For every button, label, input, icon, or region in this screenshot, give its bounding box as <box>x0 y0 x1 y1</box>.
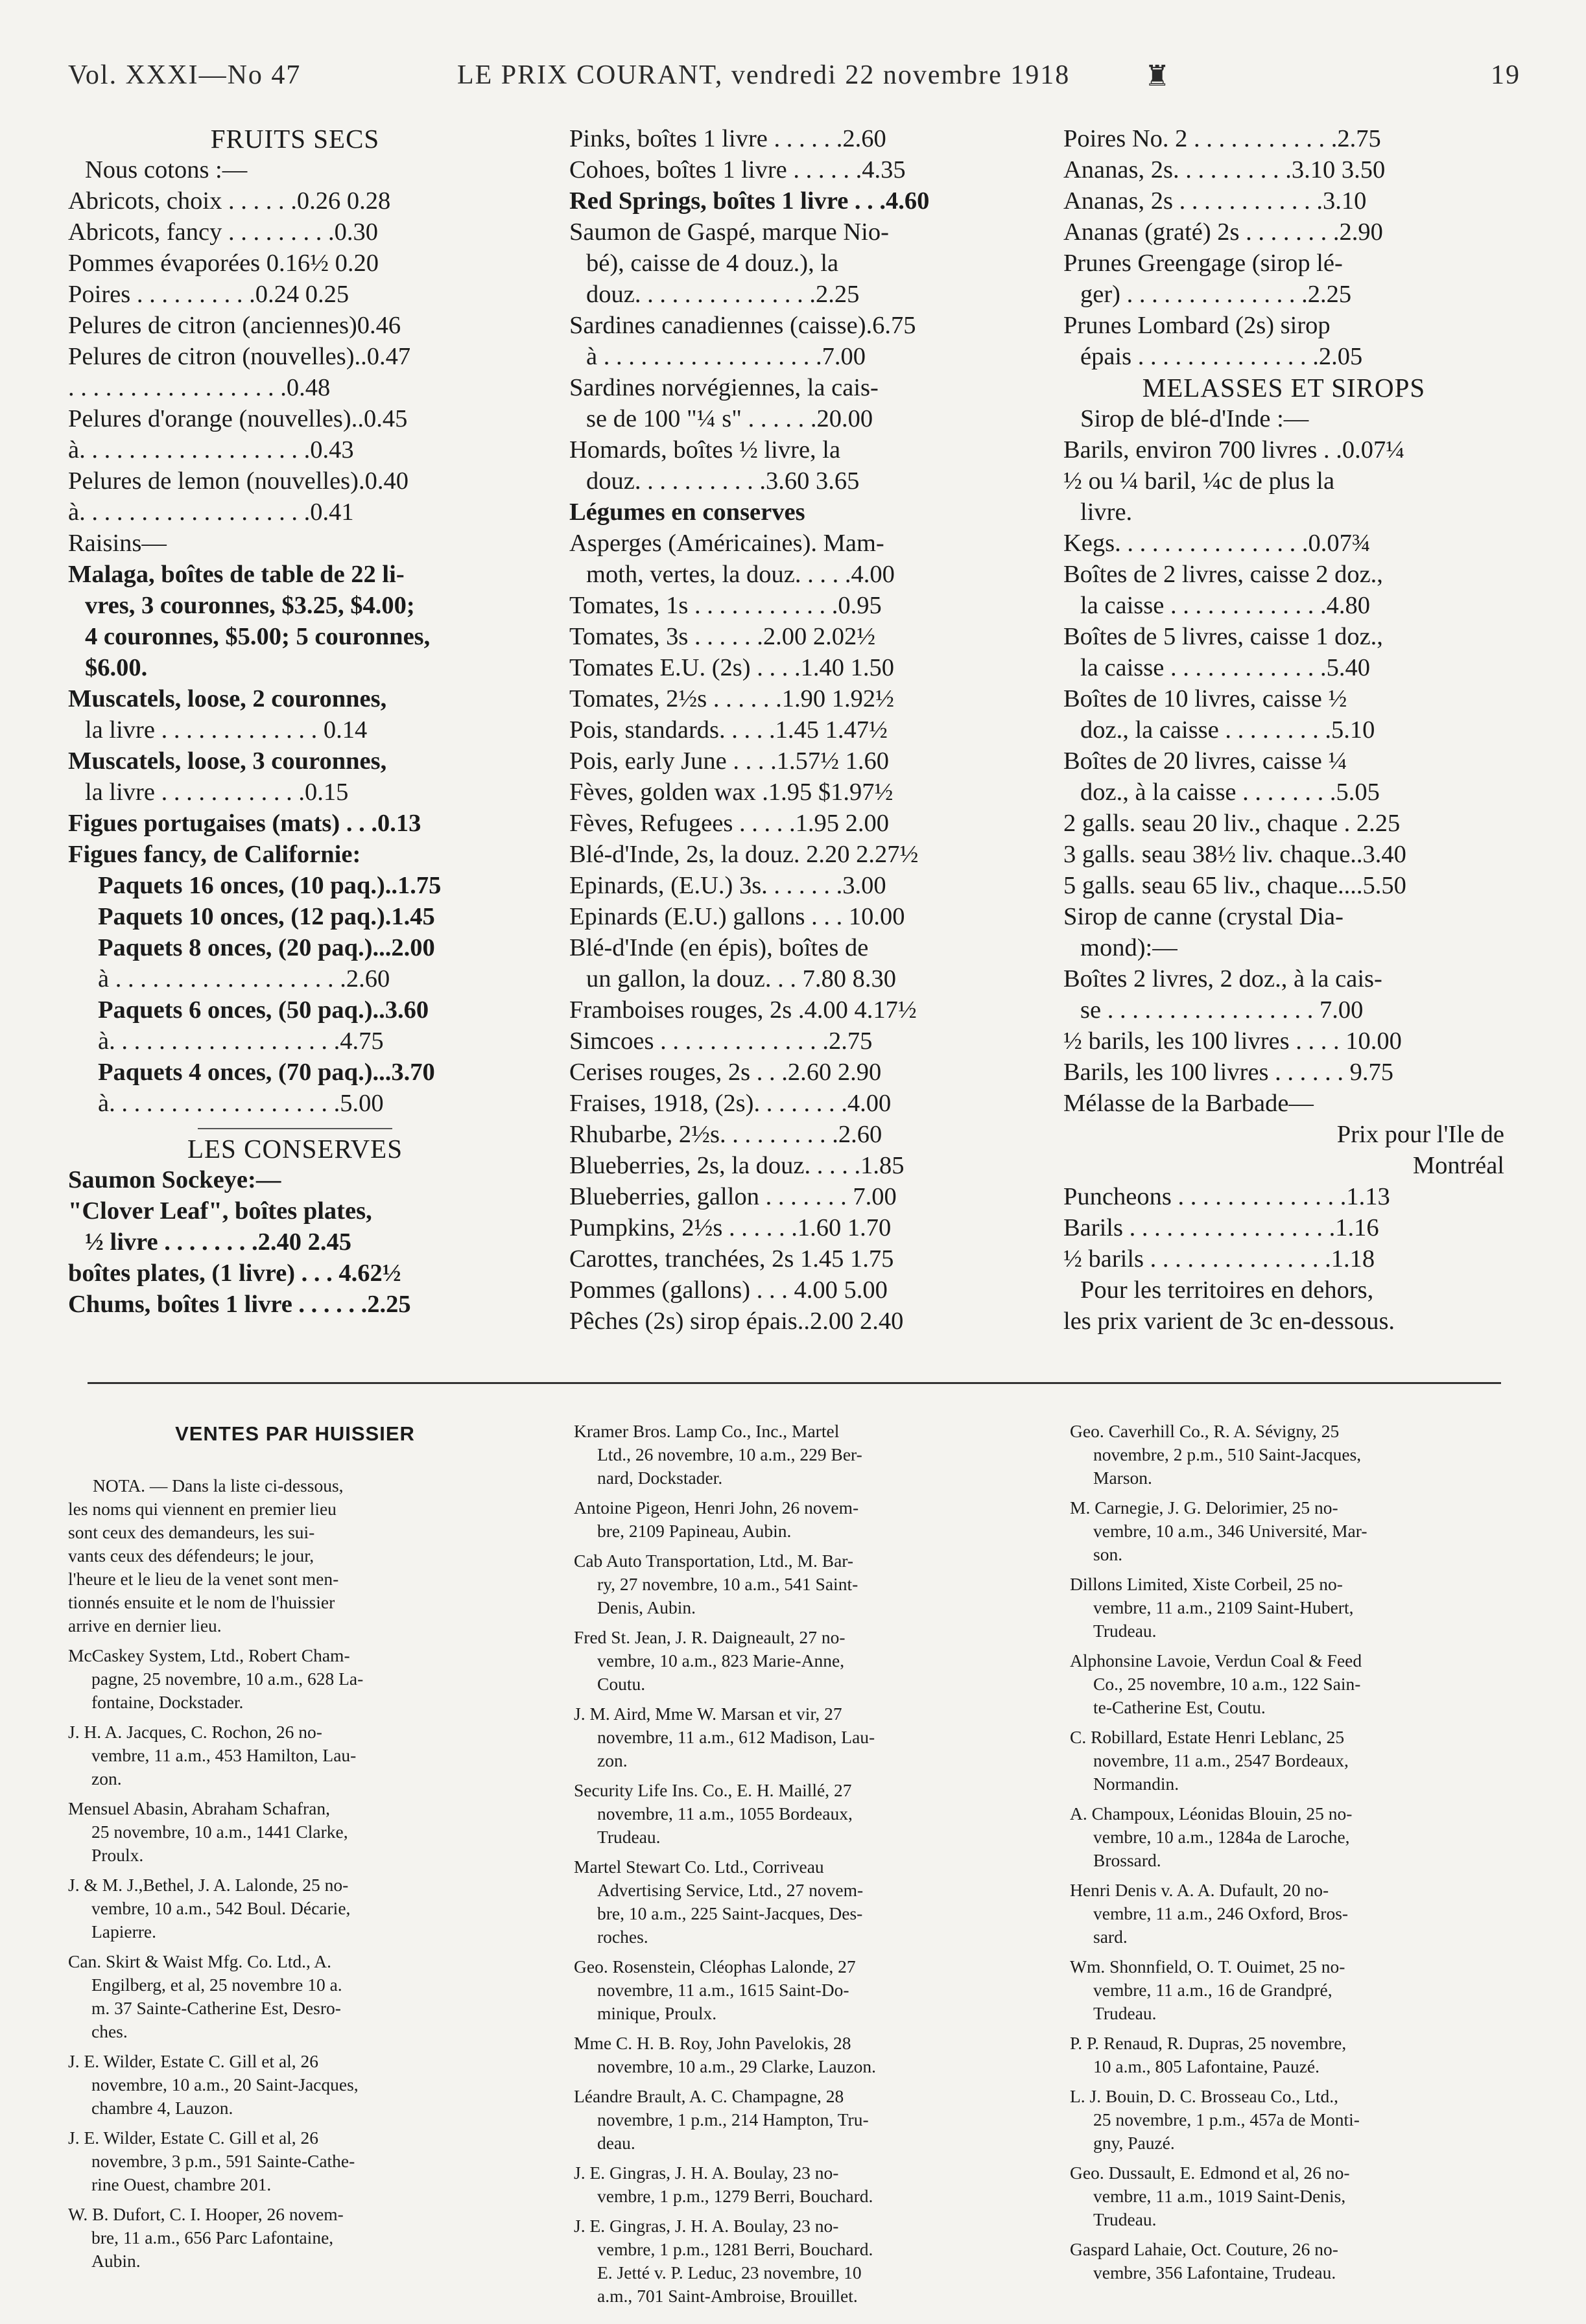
sale-entry <box>574 2214 1015 2308</box>
price-line: Figues portugaises (mats) . . .0.13 <box>68 810 421 837</box>
sale-entry <box>68 1720 522 1790</box>
price-line: Muscatels, loose, 3 couronnes, <box>68 747 387 775</box>
sale-entry-line: Geo. Rosenstein, Cléophas Lalonde, 27 <box>574 1956 856 1977</box>
sale-entry-line: Coutu. <box>597 1674 646 1694</box>
price-line: Epinards (E.U.) gallons . . . 10.00 <box>569 903 905 930</box>
nota-line: les noms qui viennent en premier lieu <box>68 1499 337 1519</box>
price-line: Muscatels, loose, 2 couronnes, <box>68 685 387 712</box>
sale-entry <box>574 1855 1015 1949</box>
sale-entry-line: J. H. A. Jacques, C. Rochon, 26 no- <box>68 1722 322 1742</box>
price-line: doz., la caisse . . . . . . . . .5.10 <box>1080 716 1375 744</box>
sale-entry-line: M. Carnegie, J. G. Delorimier, 25 no- <box>1070 1497 1338 1518</box>
price-line: Ananas (graté) 2s . . . . . . . .2.90 <box>1063 218 1383 246</box>
sale-entry-line: Martel Stewart Co. Ltd., Corriveau <box>574 1857 824 1877</box>
sale-entry-line: Fred St. Jean, J. R. Daigneault, 27 no- <box>574 1627 846 1647</box>
price-line: Sirop de blé-d'Inde :— <box>1080 405 1309 432</box>
sale-entry-line: minique, Proulx. <box>597 2003 717 2023</box>
sale-entry-line: Proulx. <box>91 1845 144 1865</box>
price-line: Pelures de lemon (nouvelles).0.40 <box>68 467 408 495</box>
sale-entry-line: novembre, 10 a.m., 29 Clarke, Lauzon. <box>597 2056 876 2076</box>
sale-entry-line: Security Life Ins. Co., E. H. Maillé, 27 <box>574 1780 852 1800</box>
sale-entry-line: deau. <box>597 2133 635 2153</box>
section-heading: MELASSES ET SIROPS <box>1142 373 1426 403</box>
price-line: Chums, boîtes 1 livre . . . . . .2.25 <box>68 1291 411 1318</box>
sale-entry <box>68 1873 522 1943</box>
price-line: Tomates, 2½s . . . . . .1.90 1.92½ <box>569 685 894 712</box>
sale-entry <box>574 1549 1015 1619</box>
price-line: la caisse . . . . . . . . . . . . .5.40 <box>1080 654 1370 681</box>
price-line: Tomates E.U. (2s) . . . .1.40 1.50 <box>569 654 894 681</box>
price-line: bé), caisse de 4 douz.), la <box>586 250 839 277</box>
section-heading: FRUITS SECS <box>210 124 380 154</box>
sale-entry-line: vembre, 1 p.m., 1281 Berri, Bouchard. <box>597 2239 873 2259</box>
sale-entry-line: Dillons Limited, Xiste Corbeil, 25 no- <box>1070 1574 1343 1594</box>
sale-entry <box>68 2203 522 2273</box>
page-number: 19 <box>1491 60 1521 90</box>
sale-entry-line: W. B. Dufort, C. I. Hooper, 26 novem- <box>68 2204 344 2224</box>
price-line: Abricots, fancy . . . . . . . . .0.30 <box>68 218 378 246</box>
price-line: se . . . . . . . . . . . . . . . . . 7.00 <box>1080 996 1364 1024</box>
price-line: Pinks, boîtes 1 livre . . . . . .2.60 <box>569 125 886 152</box>
price-line: Figues fancy, de Californie: <box>68 841 361 868</box>
price-line: Nous cotons :— <box>85 156 248 183</box>
sale-entry <box>1070 2032 1511 2078</box>
price-line: Tomates, 3s . . . . . .2.00 2.02½ <box>569 623 876 650</box>
sale-entry-line: novembre, 11 a.m., 2547 Bordeaux, <box>1093 1750 1349 1770</box>
sale-entry <box>574 1420 1015 1490</box>
price-line: Sirop de canne (crystal Dia- <box>1063 903 1343 930</box>
price-line: Blé-d'Inde (en épis), boîtes de <box>569 934 869 961</box>
sale-entry <box>574 1496 1015 1543</box>
sale-entry-line: vembre, 10 a.m., 542 Boul. Décarie, <box>91 1898 351 1918</box>
sale-entry-line: bre, 10 a.m., 225 Saint-Jacques, Des- <box>597 1903 863 1923</box>
sale-entry-line: J. E. Gingras, J. H. A. Boulay, 23 no- <box>574 2216 839 2236</box>
price-line: Paquets 6 onces, (50 paq.)..3.60 <box>98 996 429 1024</box>
price-line: ½ barils, les 100 livres . . . . 10.00 <box>1063 1027 1402 1055</box>
sale-entry <box>68 1950 522 2043</box>
price-line: douz. . . . . . . . . . .3.60 3.65 <box>586 467 860 495</box>
sale-entry-line: zon. <box>91 1768 122 1789</box>
price-line: Montréal <box>1412 1152 1504 1179</box>
price-line: Sardines canadiennes (caisse).6.75 <box>569 312 916 339</box>
sale-entry-line: chambre 4, Lauzon. <box>91 2098 233 2118</box>
price-line: Pelures de citron (nouvelles)..0.47 <box>68 343 411 370</box>
price-line: Pour les territoires en dehors, <box>1080 1276 1374 1304</box>
price-line: Saumon Sockeye:— <box>68 1166 281 1193</box>
price-line: Pelures d'orange (nouvelles)..0.45 <box>68 405 408 432</box>
price-line: Boîtes de 5 livres, caisse 1 doz., <box>1063 623 1383 650</box>
price-line: Homards, boîtes ½ livre, la <box>569 436 841 464</box>
sale-entry <box>1070 2238 1511 2284</box>
price-line: Pêches (2s) sirop épais..2.00 2.40 <box>569 1308 904 1335</box>
sale-entry-line: Trudeau. <box>1093 2209 1157 2229</box>
price-line: à . . . . . . . . . . . . . . . . . .7.00 <box>586 343 866 370</box>
price-line: ½ ou ¼ baril, ¼c de plus la <box>1063 467 1335 495</box>
price-line: Boîtes 2 livres, 2 doz., à la cais- <box>1063 965 1382 992</box>
price-line: un gallon, la douz. . . 7.80 8.30 <box>586 965 896 992</box>
price-line: boîtes plates, (1 livre) . . . 4.62½ <box>68 1260 401 1287</box>
price-line: doz., à la caisse . . . . . . . .5.05 <box>1080 779 1380 806</box>
ventes-column-3 <box>1070 1420 1511 2291</box>
sale-entry-line: Mme C. H. B. Roy, John Pavelokis, 28 <box>574 2033 851 2053</box>
sale-entry-line: Denis, Aubin. <box>597 1597 696 1617</box>
price-line: Tomates, 1s . . . . . . . . . . . .0.95 <box>569 592 882 619</box>
price-line: Simcoes . . . . . . . . . . . . . .2.75 <box>569 1027 873 1055</box>
price-line: Poires . . . . . . . . . .0.24 0.25 <box>68 281 349 308</box>
sale-entry-line: pagne, 25 novembre, 10 a.m., 628 La- <box>91 1669 364 1689</box>
price-line: moth, vertes, la douz. . . . .4.00 <box>586 561 895 588</box>
price-line: ½ barils . . . . . . . . . . . . . . .1.18 <box>1063 1245 1375 1273</box>
price-line: se de 100 "¼ s" . . . . . .20.00 <box>586 405 873 432</box>
price-line: Red Springs, boîtes 1 livre . . .4.60 <box>569 187 930 215</box>
price-line: Mélasse de la Barbade— <box>1063 1090 1314 1117</box>
section-divider <box>88 1382 1501 1384</box>
sale-entry-line: Antoine Pigeon, Henri John, 26 novem- <box>574 1497 859 1518</box>
sale-entry-line: Gaspard Lahaie, Oct. Couture, 26 no- <box>1070 2239 1338 2259</box>
sale-entry-line: novembre, 1 p.m., 214 Hampton, Tru- <box>597 2109 869 2130</box>
price-line: Boîtes de 20 livres, caisse ¼ <box>1063 747 1347 775</box>
sale-entry-line: J. E. Wilder, Estate C. Gill et al, 26 <box>68 2128 319 2148</box>
sale-entry-line: Léandre Brault, A. C. Champagne, 28 <box>574 2086 844 2106</box>
sale-entry <box>1070 1955 1511 2025</box>
price-line: Kegs. . . . . . . . . . . . . . . .0.07¾ <box>1063 530 1371 557</box>
sale-entry <box>574 2032 1015 2078</box>
price-line: Paquets 8 onces, (20 paq.)...2.00 <box>98 934 435 961</box>
price-line: la caisse . . . . . . . . . . . . .4.80 <box>1080 592 1370 619</box>
price-line: Fèves, golden wax .1.95 $1.97½ <box>569 779 894 806</box>
sale-entry-line: vembre, 11 a.m., 2109 Saint-Hubert, <box>1093 1597 1354 1617</box>
price-line: Pelures de citron (anciennes)0.46 <box>68 312 401 339</box>
price-line: livre. <box>1080 499 1133 526</box>
sale-entry-line: a.m., 701 Saint-Ambroise, Brouillet. <box>597 2286 858 2306</box>
sale-entry-line: sard. <box>1093 1927 1128 1947</box>
price-line: ger) . . . . . . . . . . . . . . .2.25 <box>1080 281 1352 308</box>
price-line: Barils, les 100 livres . . . . . . 9.75 <box>1063 1059 1394 1086</box>
sale-entry <box>68 1644 522 1714</box>
sale-entry-line: gny, Pauzé. <box>1093 2133 1175 2153</box>
section-rule <box>198 1128 392 1129</box>
nota-line: tionnés ensuite et le nom de l'huissier <box>68 1592 335 1612</box>
sale-entry-line: vembre, 10 a.m., 823 Marie-Anne, <box>597 1650 845 1671</box>
price-line: à. . . . . . . . . . . . . . . . . . .4.75 <box>98 1027 384 1055</box>
sale-entry-line: rine Ouest, chambre 201. <box>91 2174 272 2194</box>
price-line: Prix pour l'Ile de <box>1336 1121 1504 1148</box>
sale-entry-line: ry, 27 novembre, 10 a.m., 541 Saint- <box>597 1574 858 1594</box>
sale-entry <box>574 1779 1015 1849</box>
sale-entry <box>574 2161 1015 2208</box>
sale-entry-line: A. Champoux, Léonidas Blouin, 25 no- <box>1070 1803 1353 1824</box>
sale-entry <box>574 1626 1015 1696</box>
ventes-column-1 <box>68 1420 522 2279</box>
price-line: 4 couronnes, $5.00; 5 couronnes, <box>85 623 431 650</box>
sale-entry-line: fontaine, Dockstader. <box>91 1692 244 1712</box>
sale-entry-line: novembre, 10 a.m., 20 Saint-Jacques, <box>91 2074 359 2095</box>
sale-entry <box>574 1702 1015 1772</box>
price-line: Rhubarbe, 2½s. . . . . . . . . .2.60 <box>569 1121 882 1148</box>
price-line: à. . . . . . . . . . . . . . . . . . .0.43 <box>68 436 354 464</box>
price-line: Poires No. 2 . . . . . . . . . . . .2.75 <box>1063 125 1381 152</box>
price-line: . . . . . . . . . . . . . . . . . .0.48 <box>68 374 331 401</box>
sale-entry-line: Geo. Dussault, E. Edmond et al, 26 no- <box>1070 2163 1350 2183</box>
sale-entry-line: Lapierre. <box>91 1921 156 1942</box>
sale-entry-line: Wm. Shonnfield, O. T. Ouimet, 25 no- <box>1070 1956 1345 1977</box>
price-line: Blueberries, gallon . . . . . . . 7.00 <box>569 1183 897 1210</box>
sale-entry-line: bre, 11 a.m., 656 Parc Lafontaine, <box>91 2227 334 2248</box>
sale-entry-line: J. & M. J.,Bethel, J. A. Lalonde, 25 no- <box>68 1875 349 1895</box>
price-line: Cohoes, boîtes 1 livre . . . . . .4.35 <box>569 156 906 183</box>
sale-entry-line: McCaskey System, Ltd., Robert Cham- <box>68 1645 350 1665</box>
price-line: Epinards, (E.U.) 3s. . . . . . .3.00 <box>569 872 886 899</box>
price-line: 3 galls. seau 38½ liv. chaque..3.40 <box>1063 841 1406 868</box>
publisher-logo-icon: ♜ <box>1144 60 1172 92</box>
sale-entry <box>1070 1802 1511 1872</box>
sale-entry-line: novembre, 11 a.m., 1615 Saint-Do- <box>597 1980 849 2000</box>
sale-entry-line: bre, 2109 Papineau, Aubin. <box>597 1521 792 1541</box>
sale-entry <box>68 2126 522 2196</box>
sale-entry-line: vembre, 356 Lafontaine, Trudeau. <box>1093 2262 1336 2283</box>
price-column-1 <box>68 123 522 1320</box>
nota-paragraph <box>68 1474 522 1637</box>
sale-entry <box>1070 2085 1511 2155</box>
sale-entry-line: vembre, 11 a.m., 16 de Grandpré, <box>1093 1980 1332 2000</box>
sale-entry-line: novembre, 2 p.m., 510 Saint-Jacques, <box>1093 1444 1362 1464</box>
price-line: Puncheons . . . . . . . . . . . . . .1.13 <box>1063 1183 1390 1210</box>
price-line: à. . . . . . . . . . . . . . . . . . .5.00 <box>98 1090 384 1117</box>
sale-entry-line: roches. <box>597 1927 648 1947</box>
price-column-2 <box>569 123 1010 1337</box>
sale-entry <box>1070 1649 1511 1719</box>
sale-entry <box>1070 1573 1511 1643</box>
sale-entry-line: 25 novembre, 1 p.m., 457a de Monti- <box>1093 2109 1360 2130</box>
sale-entry-line: Trudeau. <box>1093 2003 1157 2023</box>
sale-entry-line: Alphonsine Lavoie, Verdun Coal & Feed <box>1070 1650 1362 1671</box>
sale-entry-line: vembre, 10 a.m., 346 Université, Mar- <box>1093 1521 1367 1541</box>
nota-line: vants ceux des défendeurs; le jour, <box>68 1545 314 1566</box>
sale-entry-line: P. P. Renaud, R. Dupras, 25 novembre, <box>1070 2033 1347 2053</box>
price-line: $6.00. <box>85 654 148 681</box>
price-line: épais . . . . . . . . . . . . . . .2.05 <box>1080 343 1363 370</box>
price-line: Abricots, choix . . . . . .0.26 0.28 <box>68 187 391 215</box>
sale-entry-line: nard, Dockstader. <box>597 1468 723 1488</box>
nota-line: sont ceux des demandeurs, les sui- <box>68 1522 315 1542</box>
price-line: 5 galls. seau 65 liv., chaque....5.50 <box>1063 872 1406 899</box>
price-line: Sardines norvégiennes, la cais- <box>569 374 879 401</box>
price-line: Framboises rouges, 2s .4.00 4.17½ <box>569 996 917 1024</box>
price-line: Paquets 16 onces, (10 paq.)..1.75 <box>98 872 442 899</box>
price-line: Pois, early June . . . .1.57½ 1.60 <box>569 747 889 775</box>
sale-entry-line: C. Robillard, Estate Henri Leblanc, 25 <box>1070 1727 1345 1747</box>
sale-entry-line: J. E. Wilder, Estate C. Gill et al, 26 <box>68 2051 319 2071</box>
price-line: Boîtes de 2 livres, caisse 2 doz., <box>1063 561 1383 588</box>
price-line: les prix varient de 3c en-dessous. <box>1063 1308 1395 1335</box>
price-line: Pommes (gallons) . . . 4.00 5.00 <box>569 1276 888 1304</box>
price-line: Saumon de Gaspé, marque Nio- <box>569 218 889 246</box>
sale-entry-line: vembre, 11 a.m., 1019 Saint-Denis, <box>1093 2186 1346 2206</box>
nota-line: NOTA. — Dans la liste ci-dessous, <box>93 1475 344 1496</box>
sale-entry-line: Aubin. <box>91 2251 141 2271</box>
price-line: vres, 3 couronnes, $3.25, $4.00; <box>85 592 415 619</box>
price-line: à. . . . . . . . . . . . . . . . . . .0.41 <box>68 499 354 526</box>
sale-entry-line: vembre, 1 p.m., 1279 Berri, Bouchard. <box>597 2186 873 2206</box>
sale-entry-line: Can. Skirt & Waist Mfg. Co. Ltd., A. <box>68 1951 331 1971</box>
sale-entry-line: J. M. Aird, Mme W. Marsan et vir, 27 <box>574 1704 842 1724</box>
nota-line: arrive en dernier lieu. <box>68 1615 222 1636</box>
price-line: Barils, environ 700 livres . .0.07¼ <box>1063 436 1405 464</box>
sale-entry-line: Trudeau. <box>597 1827 661 1847</box>
sale-entry-line: Normandin. <box>1093 1774 1179 1794</box>
sale-entry <box>574 2085 1015 2155</box>
sale-entry-line: Henri Denis v. A. A. Dufault, 20 no- <box>1070 1880 1329 1900</box>
sale-entry-line: E. Jetté v. P. Leduc, 23 novembre, 10 <box>597 2262 862 2283</box>
sale-entry-line: son. <box>1093 1544 1123 1564</box>
price-line: Prunes Greengage (sirop lé- <box>1063 250 1343 277</box>
sale-entry-line: J. E. Gingras, J. H. A. Boulay, 23 no- <box>574 2163 839 2183</box>
price-line: à . . . . . . . . . . . . . . . . . . .2.60 <box>98 965 390 992</box>
sale-entry-line: Ltd., 26 novembre, 10 a.m., 229 Ber- <box>597 1444 862 1464</box>
sale-entry <box>1070 1496 1511 1566</box>
price-line: la livre . . . . . . . . . . . .0.15 <box>85 779 349 806</box>
sale-entry-line: novembre, 11 a.m., 612 Madison, Lau- <box>597 1727 875 1747</box>
sale-entry-line: Co., 25 novembre, 10 a.m., 122 Sain- <box>1093 1674 1361 1694</box>
sale-entry <box>68 2050 522 2120</box>
sale-entry-line: te-Catherine Est, Coutu. <box>1093 1697 1266 1717</box>
price-line: ½ livre . . . . . . . .2.40 2.45 <box>85 1228 351 1256</box>
sale-entry-line: L. J. Bouin, D. C. Brosseau Co., Ltd., <box>1070 2086 1339 2106</box>
sale-entry-line: novembre, 3 p.m., 591 Sainte-Cathe- <box>91 2151 355 2171</box>
sale-entry-line: Geo. Caverhill Co., R. A. Sévigny, 25 <box>1070 1421 1340 1441</box>
sale-entry-line: Cab Auto Transportation, Ltd., M. Bar- <box>574 1551 854 1571</box>
price-line: la livre . . . . . . . . . . . . . 0.14 <box>85 716 368 744</box>
sale-entry-line: ches. <box>91 2021 128 2041</box>
page-header <box>68 60 1521 99</box>
price-line: Paquets 10 onces, (12 paq.).1.45 <box>98 903 435 930</box>
sale-entry-line: Trudeau. <box>1093 1621 1157 1641</box>
price-line: Fèves, Refugees . . . . .1.95 2.00 <box>569 810 889 837</box>
price-column-3 <box>1063 123 1504 1337</box>
price-line: Légumes en conserves <box>569 499 805 526</box>
sale-entry <box>1070 1726 1511 1796</box>
sale-entry <box>574 1955 1015 2025</box>
price-line: Barils . . . . . . . . . . . . . . . . .1.16 <box>1063 1214 1379 1241</box>
section-heading: LES CONSERVES <box>187 1134 403 1164</box>
price-line: Prunes Lombard (2s) sirop <box>1063 312 1331 339</box>
sale-entry-line: vembre, 10 a.m., 1284a de Laroche, <box>1093 1827 1350 1847</box>
price-line: Fraises, 1918, (2s). . . . . . . .4.00 <box>569 1090 892 1117</box>
sale-entry-line: Engilberg, et al, 25 novembre 10 a. <box>91 1975 342 1995</box>
sale-entry <box>1070 1420 1511 1490</box>
price-line: Pois, standards. . . . .1.45 1.47½ <box>569 716 888 744</box>
sale-entry-line: Marson. <box>1093 1468 1152 1488</box>
price-line: mond):— <box>1080 934 1178 961</box>
price-line: Cerises rouges, 2s . . .2.60 2.90 <box>569 1059 882 1086</box>
sale-entry <box>68 1797 522 1867</box>
sale-entry-line: 25 novembre, 10 a.m., 1441 Clarke, <box>91 1822 348 1842</box>
sale-entry-line: 10 a.m., 805 Lafontaine, Pauzé. <box>1093 2056 1320 2076</box>
price-line: Pommes évaporées 0.16½ 0.20 <box>68 250 379 277</box>
price-line: 2 galls. seau 20 liv., chaque . 2.25 <box>1063 810 1401 837</box>
sale-entry-line: Mensuel Abasin, Abraham Schafran, <box>68 1798 331 1818</box>
price-line: Blé-d'Inde, 2s, la douz. 2.20 2.27½ <box>569 841 919 868</box>
sale-entry-line: Advertising Service, Ltd., 27 novem- <box>597 1880 864 1900</box>
price-line: Boîtes de 10 livres, caisse ½ <box>1063 685 1347 712</box>
publication-title: LE PRIX COURANT, vendredi 22 novembre 1918 <box>457 60 1071 90</box>
price-line: "Clover Leaf", boîtes plates, <box>68 1197 372 1225</box>
sale-entry-line: novembre, 11 a.m., 1055 Bordeaux, <box>597 1803 853 1824</box>
ventes-column-2 <box>574 1420 1015 2314</box>
sale-entry-line: Kramer Bros. Lamp Co., Inc., Martel <box>574 1421 840 1441</box>
sale-entry <box>1070 2161 1511 2231</box>
sale-entry-line: zon. <box>597 1750 628 1770</box>
price-line: Paquets 4 onces, (70 paq.)...3.70 <box>98 1059 435 1086</box>
price-line: douz. . . . . . . . . . . . . . .2.25 <box>586 281 860 308</box>
sale-entry <box>1070 1879 1511 1949</box>
price-line: Malaga, boîtes de table de 22 li- <box>68 561 405 588</box>
price-line: Blueberries, 2s, la douz. . . . .1.85 <box>569 1152 905 1179</box>
price-line: Ananas, 2s. . . . . . . . . .3.10 3.50 <box>1063 156 1386 183</box>
price-line: Asperges (Américaines). Mam- <box>569 530 884 557</box>
price-line: Raisins— <box>68 530 167 557</box>
price-line: Pumpkins, 2½s . . . . . .1.60 1.70 <box>569 1214 892 1241</box>
price-line: Carottes, tranchées, 2s 1.45 1.75 <box>569 1245 894 1273</box>
nota-line: l'heure et le lieu de la venet sont men- <box>68 1569 339 1589</box>
price-line: Ananas, 2s . . . . . . . . . . . .3.10 <box>1063 187 1367 215</box>
sale-entry-line: vembre, 11 a.m., 246 Oxford, Bros- <box>1093 1903 1349 1923</box>
ventes-title: VENTES PAR HUISSIER <box>175 1422 415 1445</box>
sale-entry-line: Brossard. <box>1093 1850 1161 1870</box>
sale-entry-line: m. 37 Sainte-Catherine Est, Desro- <box>91 1998 341 2018</box>
volume-number: Vol. XXXI—No 47 <box>68 60 302 90</box>
sale-entry-line: vembre, 11 a.m., 453 Hamilton, Lau- <box>91 1745 357 1765</box>
